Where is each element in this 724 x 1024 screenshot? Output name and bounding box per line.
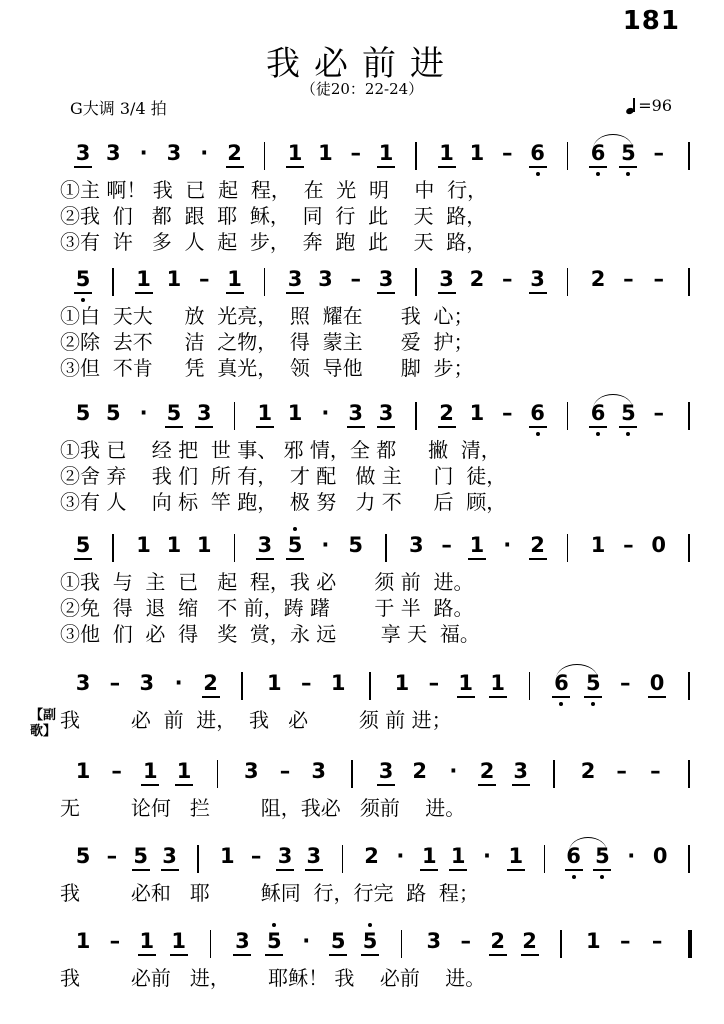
note-symbol: · (503, 533, 512, 557)
note-symbol: · (321, 533, 330, 557)
note: 1 (468, 532, 486, 560)
barline (688, 268, 690, 296)
lyric-text: 无 论何 拦 阻，我必 须前 进。 (60, 796, 466, 820)
note: 2 (364, 844, 379, 868)
note: 3 (311, 759, 326, 783)
note-symbol: – (501, 141, 513, 165)
note: 5 (75, 844, 91, 868)
note: 2 (489, 928, 507, 956)
note-symbol: · (483, 844, 491, 868)
note: 3 (347, 400, 365, 428)
page-number: 181 (622, 6, 680, 36)
lyric-line (0, 792, 724, 818)
note-symbol: – (350, 141, 361, 165)
lyric-line (0, 486, 724, 512)
note: 1 (170, 928, 188, 956)
music-line (0, 532, 724, 566)
barline (241, 672, 243, 700)
lyric-text: ③有 人 向 标 竿 跑， 极 努 力 不 后 顾， (60, 490, 507, 514)
lyric-line (0, 326, 724, 352)
music-line (0, 670, 724, 704)
note: 5 (361, 928, 379, 956)
note: 1 (256, 400, 274, 428)
note: 3 (426, 929, 442, 953)
note: 6 (589, 140, 607, 168)
note: 5 (165, 400, 183, 428)
lyric-line (0, 434, 724, 460)
note: 2 (580, 759, 596, 783)
note: 0 (648, 670, 666, 698)
note-symbol: – (109, 671, 121, 695)
note: 1 (394, 671, 410, 695)
note: 3 (139, 671, 155, 695)
tempo-value: =96 (638, 96, 672, 115)
barline (264, 268, 266, 296)
note-symbol: · (321, 401, 330, 425)
note: 1 (286, 140, 304, 168)
note: 1 (318, 141, 333, 165)
barline (567, 268, 569, 296)
note-symbol: – (460, 929, 471, 953)
barline (112, 534, 114, 562)
lyric-line (0, 704, 724, 730)
barline (234, 534, 236, 562)
barline (112, 268, 114, 296)
system-6 (0, 758, 724, 818)
barline (369, 672, 371, 700)
note-symbol: – (198, 267, 210, 291)
lyric-line (0, 618, 724, 644)
barline (688, 672, 690, 700)
note: 1 (135, 266, 153, 294)
note-symbol: – (619, 929, 631, 953)
barline (688, 845, 690, 873)
tempo-marking (626, 96, 672, 115)
note: 1 (590, 533, 606, 557)
music-line (0, 843, 724, 877)
note: 3 (161, 843, 179, 871)
note: 1 (469, 141, 485, 165)
barline (688, 402, 690, 430)
note: 5 (593, 843, 611, 871)
quarter-note-icon (626, 98, 636, 114)
note: 5 (584, 670, 602, 698)
note: 3 (377, 400, 395, 428)
note-symbol: · (200, 141, 209, 165)
note: 3 (74, 140, 92, 168)
note: 2 (469, 267, 485, 291)
note: 3 (318, 267, 333, 291)
lyric-line (0, 962, 724, 988)
lyric-line (0, 300, 724, 326)
refrain-label: 【副歌】 (30, 708, 57, 739)
note-symbol: – (653, 401, 664, 425)
note: 2 (478, 758, 496, 786)
note: 1 (287, 401, 303, 425)
note: 1 (330, 671, 346, 695)
note: 3 (286, 266, 304, 294)
note: 2 (202, 670, 220, 698)
system-5 (0, 670, 724, 730)
note: 3 (438, 266, 456, 294)
note: 6 (529, 140, 547, 168)
note: 5 (75, 401, 91, 425)
lyric-text: ①我 与 主 已 起 程，我 必 须 前 进。 (60, 570, 474, 594)
lyric-text: ③有 许 多 人 起 步， 奔 跑 此 天 路， (60, 230, 487, 254)
slur (593, 394, 633, 409)
barline (415, 268, 417, 296)
lyric-line (0, 200, 724, 226)
note-symbol: – (111, 759, 122, 783)
barline (529, 672, 531, 700)
note: 3 (105, 141, 121, 165)
note: 1 (136, 533, 151, 557)
note-symbol: – (428, 671, 440, 695)
note-symbol: – (619, 671, 631, 695)
lyric-text: ①我 已 经 把 世 事、 邪 情，全 都 撇 清， (60, 438, 501, 462)
lyric-line (0, 566, 724, 592)
note: 1 (449, 843, 467, 871)
note: 3 (529, 266, 547, 294)
barline (401, 930, 403, 958)
lyric-text: ②舍 弃 我 们 所 有， 才 配 做 主 门 徒， (60, 464, 507, 488)
note: 1 (75, 929, 91, 953)
note: 1 (267, 671, 282, 695)
lyric-text: 我 必和 耶 稣同 行，行完 路 程； (60, 881, 479, 905)
note-symbol: – (350, 267, 361, 291)
note: 3 (276, 843, 294, 871)
note-symbol: – (616, 759, 627, 783)
note: 5 (619, 400, 637, 428)
hymn-title: 我必前进 (266, 44, 458, 84)
lyric-text: ①主 啊！ 我 已 起 程， 在 光 明 中 行， (60, 178, 488, 202)
barline (351, 760, 353, 788)
barline (234, 402, 236, 430)
barline (197, 845, 199, 873)
slur (556, 664, 598, 679)
note-symbol: – (109, 929, 121, 953)
note: 3 (233, 928, 251, 956)
lyric-text: ②除 去不 洁 之物， 得 蒙主 爱 护； (60, 330, 474, 354)
lyric-text: 我 必 前 进， 我 必 须 前 进； (60, 708, 452, 732)
lyric-line (0, 592, 724, 618)
note: 6 (565, 843, 583, 871)
note: 1 (196, 533, 212, 557)
note: 3 (244, 759, 259, 783)
note: 6 (589, 400, 607, 428)
note: 3 (195, 400, 213, 428)
system-1 (0, 140, 724, 252)
music-line (0, 928, 724, 962)
music-line (0, 140, 724, 174)
note: 2 (438, 400, 456, 428)
barline (553, 760, 555, 788)
note: 1 (507, 843, 525, 871)
note: 1 (226, 266, 244, 294)
note-symbol: · (139, 141, 148, 165)
note-symbol: – (301, 671, 312, 695)
lyric-line (0, 226, 724, 252)
note-symbol: · (627, 844, 636, 868)
note: 5 (105, 401, 121, 425)
note: 2 (529, 532, 547, 560)
note: 5 (265, 928, 283, 956)
note: 3 (377, 266, 395, 294)
note: 3 (256, 532, 274, 560)
note: 1 (141, 758, 159, 786)
note: 1 (166, 533, 182, 557)
note: 0 (652, 844, 668, 868)
note: 1 (219, 844, 235, 868)
barline (385, 534, 387, 562)
barline (688, 534, 690, 562)
music-line (0, 758, 724, 792)
lyric-text: ②免 得 退 缩 不 前，踌 躇 于 半 路。 (60, 596, 474, 620)
note: 1 (377, 140, 395, 168)
note: 3 (377, 758, 395, 786)
note-symbol: · (396, 844, 405, 868)
lyric-text: ③他 们 必 得 奖 赏，永 远 享 天 福。 (60, 622, 480, 646)
note: 3 (75, 671, 91, 695)
note: 0 (651, 533, 666, 557)
lyric-text: ②我 们 都 跟 耶 稣， 同 行 此 天 路， (60, 204, 487, 228)
note-symbol: – (279, 759, 291, 783)
note-symbol: – (501, 267, 513, 291)
scripture-reference: （徒20：22-24） (300, 80, 424, 98)
barline (342, 845, 344, 873)
note: 1 (586, 929, 601, 953)
note: 1 (138, 928, 156, 956)
note: 5 (329, 928, 347, 956)
barline (544, 845, 546, 873)
system-8 (0, 928, 724, 988)
lyric-line (0, 877, 724, 903)
note: 5 (348, 533, 363, 557)
barline (688, 760, 690, 788)
barline (264, 142, 266, 170)
note-symbol: – (250, 844, 262, 868)
note: 6 (529, 400, 547, 428)
note: 2 (412, 759, 427, 783)
barline (210, 930, 212, 958)
note: 3 (512, 758, 530, 786)
note-symbol: – (653, 267, 664, 291)
final-barline (688, 930, 692, 958)
system-4 (0, 532, 724, 644)
note: 1 (457, 670, 475, 698)
note-symbol: – (653, 141, 664, 165)
music-line (0, 266, 724, 300)
lyric-line (0, 174, 724, 200)
system-7 (0, 843, 724, 903)
note-symbol: – (650, 759, 661, 783)
note-symbol: – (441, 533, 452, 557)
note: 1 (420, 843, 438, 871)
note: 2 (226, 140, 244, 168)
note: 3 (305, 843, 323, 871)
note: 1 (175, 758, 193, 786)
note-symbol: – (651, 929, 663, 953)
slur (593, 134, 633, 149)
lyric-line (0, 352, 724, 378)
note-symbol: · (449, 759, 458, 783)
note: 1 (469, 401, 485, 425)
system-2 (0, 266, 724, 378)
note: 1 (438, 140, 456, 168)
note-symbol: · (139, 401, 148, 425)
barline (415, 402, 417, 430)
note: 5 (74, 266, 92, 294)
note-symbol: – (106, 844, 118, 868)
lyric-line (0, 460, 724, 486)
barline (567, 402, 569, 430)
note: 5 (619, 140, 637, 168)
note-symbol: · (302, 929, 311, 953)
note: 1 (75, 759, 91, 783)
note-symbol: – (623, 267, 634, 291)
note: 6 (552, 670, 570, 698)
note: 3 (166, 141, 182, 165)
note: 1 (489, 670, 507, 698)
barline (688, 142, 690, 170)
barline (567, 142, 569, 170)
note: 5 (132, 843, 150, 871)
note-symbol: – (623, 533, 634, 557)
barline (567, 534, 569, 562)
slur (569, 837, 608, 852)
barline (415, 142, 417, 170)
note: 5 (286, 532, 304, 560)
note: 3 (408, 533, 424, 557)
key-signature-info: G大调 3/4 拍 (70, 99, 167, 118)
note-symbol: · (174, 671, 183, 695)
lyric-text: 我 必前 进， 耶稣！ 我 必前 进。 (60, 966, 486, 990)
note: 1 (166, 267, 182, 291)
note-symbol: – (501, 401, 513, 425)
music-line (0, 400, 724, 434)
lyric-text: ③但 不肯 凭 真光， 领 导他 脚 步； (60, 356, 474, 380)
lyric-text: ①白 天大 放 光亮， 照 耀在 我 心； (60, 304, 474, 328)
barline (560, 930, 562, 958)
barline (217, 760, 219, 788)
system-3 (0, 400, 724, 512)
note: 5 (74, 532, 92, 560)
note: 2 (521, 928, 539, 956)
note: 2 (590, 267, 606, 291)
